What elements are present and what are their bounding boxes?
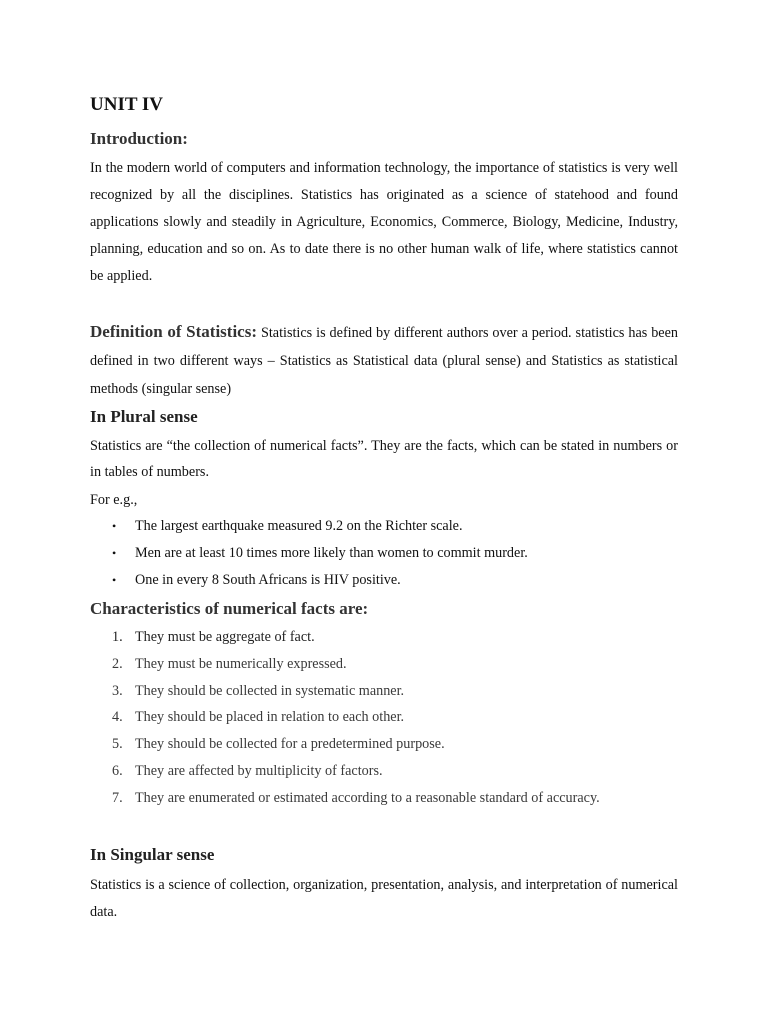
for-example-label: For e.g., <box>90 492 138 508</box>
list-number: 2. <box>112 655 123 672</box>
list-item-text: They are affected by multiplicity of factors. <box>135 762 383 779</box>
list-item-text: Men are at least 10 times more likely than women to commit murder. <box>135 545 528 561</box>
list-number: 4. <box>112 709 123 726</box>
singular-sense-paragraph: Statistics is a science of collection, organization, presentation, analysis, and interpretation of numerical data. <box>90 876 678 920</box>
characteristics-heading: Characteristics of numerical facts are: <box>90 599 369 618</box>
list-item-text: They must be aggregate of fact. <box>135 629 315 645</box>
introduction-heading: Introduction: <box>90 129 188 148</box>
list-number: 7. <box>112 789 123 806</box>
bullet-icon: • <box>112 519 117 533</box>
list-item-text: They should be collected for a predetermined purpose. <box>135 736 445 753</box>
list-item <box>90 567 678 594</box>
bullet-icon: • <box>112 546 117 560</box>
list-item-text: The largest earthquake measured 9.2 on the Richter scale. <box>135 518 463 534</box>
examples-list <box>90 513 678 594</box>
plural-sense-paragraph: Statistics are “the collection of numerical facts”. They are the facts, which can be stated in numbers or in tables of numbers. <box>90 438 678 480</box>
definition-heading: Definition of Statistics: <box>90 322 258 341</box>
list-number: 3. <box>112 682 123 699</box>
list-number: 5. <box>112 736 123 753</box>
definition-paragraph <box>90 318 678 403</box>
list-number: 6. <box>112 762 123 779</box>
definition-text: Statistics is defined by different authors over a period. statistics has been defined in two different ways – Statistics as Statistical data (plural sense) and Statistics as statistical methods (singular sense) <box>90 325 678 397</box>
list-item <box>90 758 678 785</box>
list-item-text: They are enumerated or estimated according to a reasonable standard of accuracy. <box>135 789 600 806</box>
document-page <box>90 90 678 926</box>
unit-title: UNIT IV <box>90 94 164 115</box>
list-item <box>90 651 678 678</box>
singular-sense-heading: In Singular sense <box>90 844 215 864</box>
list-item <box>90 704 678 731</box>
introduction-paragraph: In the modern world of computers and information technology, the importance of statistics is very well recognized by all the disciplines. Statistics has originated as a science of statehood and found applications slowly and steadily in Agriculture, Economics, Commerce, Biology, Medicine, Industry, planning, education and so on. As to date there is no other human walk of life, where statistics cannot be applied. <box>90 160 678 284</box>
list-item-text: They must be numerically expressed. <box>135 655 347 672</box>
list-number: 1. <box>112 629 123 645</box>
list-item-text: They should be placed in relation to each other. <box>135 709 405 726</box>
list-item-text: One in every 8 South Africans is HIV positive. <box>135 572 401 588</box>
list-item <box>90 731 678 758</box>
list-item <box>90 785 678 812</box>
plural-sense-heading: In Plural sense <box>90 407 198 426</box>
bullet-icon: • <box>112 573 117 587</box>
list-item <box>90 513 678 540</box>
list-item <box>90 540 678 567</box>
list-item <box>90 624 678 651</box>
characteristics-list <box>90 624 678 812</box>
list-item-text: They should be collected in systematic manner. <box>135 682 405 699</box>
list-item <box>90 678 678 705</box>
